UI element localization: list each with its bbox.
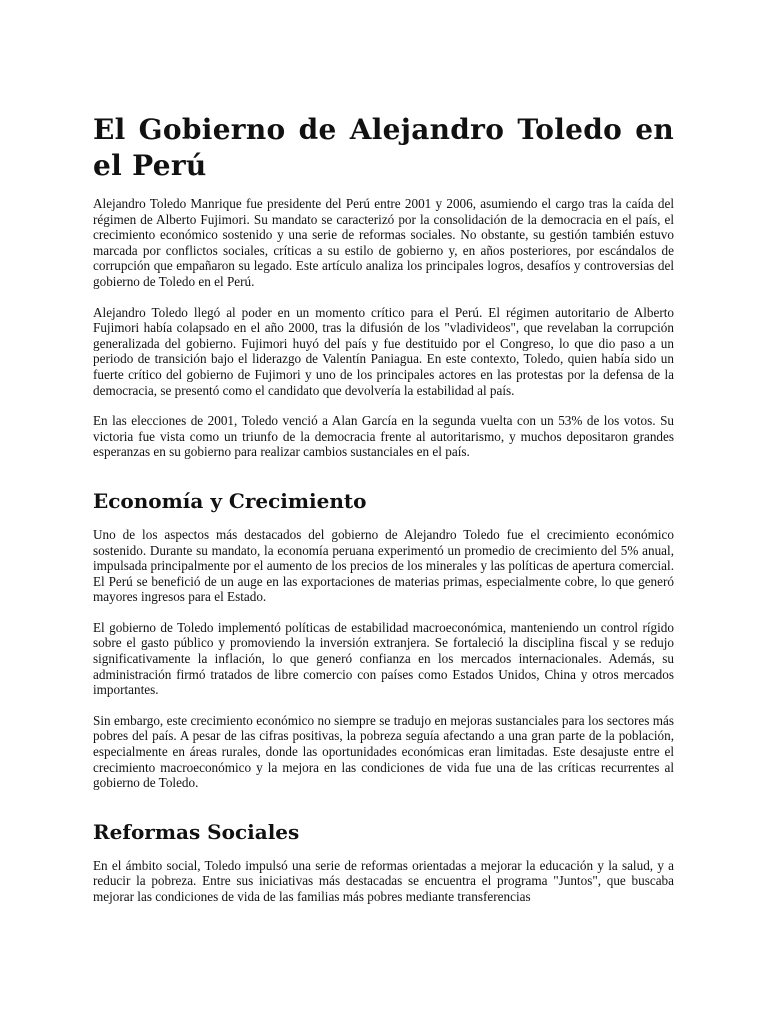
paragraph: Uno de los aspectos más destacados del gobierno de Alejandro Toledo fue el crecimiento económico sostenido. Durante su mandato, la economía peruana experimentó un promedio de crecimiento del 5% anual, impulsada principalmente por el aumento de los precios de los minerales y las políticas de apertura comercial. El Perú se benefició de un auge en las exportaciones de materias primas, especialmente cobre, lo que generó mayores ingresos para el Estado. bbox=[93, 526, 674, 605]
paragraph: Alejandro Toledo Manrique fue presidente del Perú entre 2001 y 2006, asumiendo el cargo tras la caída del régimen de Alberto Fujimori. Su mandato se caracterizó por la consolidación de la democracia en el país, el crecimiento económico sostenido y una serie de reformas sociales. No obstante, su gestión también estuvo marcada por conflictos sociales, críticas a su estilo de gobierno y, en años posteriores, por escándalos de corrupción que empañaron su legado. Este artículo analiza los principales logros, desafíos y controversias del gobierno de Toledo en el Perú. bbox=[93, 196, 674, 289]
paragraph: El gobierno de Toledo implementó políticas de estabilidad macroeconómica, manteniendo un control rígido sobre el gasto público y promoviendo la inversión extranjera. Se fortaleció la disciplina fiscal y se redujo significativamente la inflación, lo que generó confianza en los mercados internacionales. Además, su administración firmó tratados de libre comercio con países como Estados Unidos, China y otros mercados importantes. bbox=[93, 619, 674, 698]
paragraph: Alejandro Toledo llegó al poder en un momento crítico para el Perú. El régimen autoritario de Alberto Fujimori había colapsado en el año 2000, tras la difusión de los "vladivideos", que revelaban la corrupción generalizada del gobierno. Fujimori huyó del país y fue destituido por el Congreso, lo que dio paso a un periodo de transición bajo el liderazgo de Valentín Paniagua. En este contexto, Toledo, quien había sido un fuerte crítico del gobierno de Fujimori y uno de los principales actores en las protestas por la defensa de la democracia, se presentó como el candidato que devolvería la estabilidad al país. bbox=[93, 304, 674, 398]
section-heading-economy: Economía y Crecimiento bbox=[93, 488, 367, 513]
section-heading-social: Reformas Sociales bbox=[93, 819, 300, 844]
paragraph: En el ámbito social, Toledo impulsó una serie de reformas orientadas a mejorar la educación y la salud, y a reducir la pobreza. Entre sus iniciativas más destacadas se encuentra el programa "Juntos", que buscaba mejorar las condiciones de vida de las familias más pobres mediante transferencias bbox=[93, 857, 674, 904]
paragraph: Sin embargo, este crecimiento económico no siempre se tradujo en mejoras sustanciales para los sectores más pobres del país. A pesar de las cifras positivas, la pobreza seguía afectando a una gran parte de la población, especialmente en áreas rurales, donde las oportunidades económicas eran limitadas. Este desajuste entre el crecimiento macroeconómico y la mejora en las condiciones de vida fue una de las críticas recurrentes al gobierno de Toledo. bbox=[93, 712, 674, 791]
paragraph: En las elecciones de 2001, Toledo venció a Alan García en la segunda vuelta con un 53% de los votos. Su victoria fue vista como un triunfo de la democracia frente al autoritarismo, y muchos depositaron grandes esperanzas en su gobierno para realizar cambios sustanciales en el país. bbox=[93, 413, 674, 460]
document-title: El Gobierno de Alejandro Toledo en el Perú bbox=[93, 113, 674, 182]
document-page bbox=[93, 112, 674, 904]
